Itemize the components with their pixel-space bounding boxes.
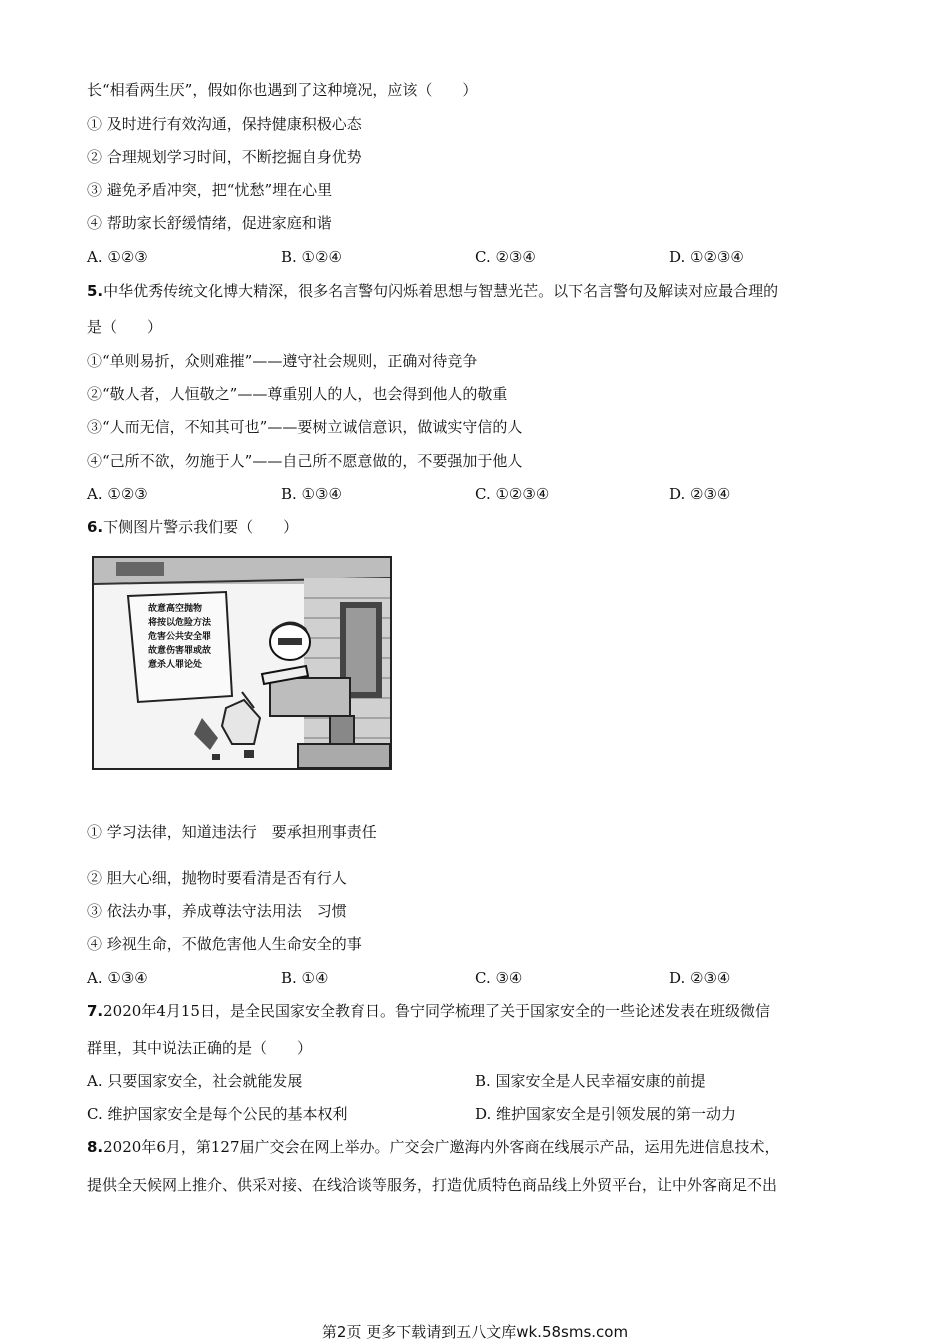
- q4-stem-continuation: 长“相看两生厌”，假如你也遇到了这种境况，应该（ ）: [87, 81, 478, 99]
- sign-line: 将按以危险方法: [148, 618, 212, 628]
- q8-number: 8.: [87, 1138, 104, 1156]
- q5-stem: [87, 281, 778, 301]
- q4-option-c: C. ②③④: [475, 248, 536, 266]
- q7-option-a: A. 只要国家安全，社会就能发展: [87, 1072, 303, 1090]
- q4-item-3: ③ 避免矛盾冲突，把“忧愁”埋在心里: [87, 181, 333, 199]
- q6-stem: [87, 517, 298, 537]
- q6-option-c: C. ③④: [475, 969, 523, 987]
- q5-stem-text: 中华优秀传统文化博大精深，很多名言警句闪烁着思想与智慧光芒。以下名言警句及解读对应最合理的: [103, 282, 779, 300]
- q5-item-3: ③“人而无信，不知其可也”——要树立诚信意识，做诚实守信的人: [87, 418, 523, 436]
- q5-item-4: ④“己所不欲，勿施于人”——自己所不愿意做的，不要强加于他人: [87, 452, 523, 470]
- q4-item-4: ④ 帮助家长舒缓情绪，促进家庭和谐: [87, 214, 332, 232]
- q6-option-b: B. ①④: [281, 969, 329, 987]
- q6-option-d: D. ②③④: [669, 969, 731, 987]
- cartoon-sign-text: [148, 602, 222, 672]
- q8-stem-line2: 提供全天候网上推介、供采对接、在线洽谈等服务，打造优质特色商品线上外贸平台，让中外客商足不出: [87, 1176, 778, 1194]
- q7-stem: [87, 1001, 770, 1021]
- q7-stem-line2: 群里，其中说法正确的是（ ）: [87, 1039, 313, 1057]
- q4-item-1: ① 及时进行有效沟通，保持健康积极心态: [87, 115, 362, 133]
- cartoon-drawing: [94, 558, 390, 768]
- q6-stem-text: 下侧图片警示我们要（ ）: [103, 518, 299, 536]
- q7-option-c: C. 维护国家安全是每个公民的基本权利: [87, 1105, 348, 1123]
- q6-item-1: ① 学习法律，知道违法行 要承担刑事责任: [87, 823, 377, 841]
- page-footer: 第2页 更多下载请到五八文库wk.58sms.com: [321, 1323, 629, 1341]
- q5-item-2: ②“敬人者，人恒敬之”——尊重别人的人，也会得到他人的敬重: [87, 385, 508, 403]
- q6-option-a: A. ①③④: [87, 969, 148, 987]
- q5-number: 5.: [87, 282, 104, 300]
- q4-item-2: ② 合理规划学习时间，不断挖掘自身优势: [87, 148, 362, 166]
- q5-option-d: D. ②③④: [669, 485, 731, 503]
- q7-option-d: D. 维护国家安全是引领发展的第一动力: [475, 1105, 737, 1123]
- sign-line: 意杀人罪论处: [148, 660, 203, 670]
- cartoon-illustration: [92, 556, 392, 770]
- q5-item-1: ①“单则易折，众则难摧”——遵守社会规则，正确对待竞争: [87, 352, 478, 370]
- sign-line: 故意高空抛物: [148, 604, 203, 614]
- q5-option-c: C. ①②③④: [475, 485, 550, 503]
- q6-number: 6.: [87, 518, 104, 536]
- q4-option-a: A. ①②③: [87, 248, 148, 266]
- q7-stem-text: 2020年4月15日，是全民国家安全教育日。鲁宁同学梳理了关于国家安全的一些论述发表在班级微信: [103, 1002, 770, 1020]
- q7-number: 7.: [87, 1002, 104, 1020]
- q5-option-a: A. ①②③: [87, 485, 148, 503]
- q6-item-3: ③ 依法办事，养成尊法守法用法 习惯: [87, 902, 347, 920]
- q8-stem-text: 2020年6月，第127届广交会在网上举办。广交会广邀海内外客商在线展示产品，运用先进信息技术，: [103, 1138, 780, 1156]
- q7-option-b: B. 国家安全是人民幸福安康的前提: [475, 1072, 706, 1090]
- sign-line: 危害公共安全罪: [148, 632, 212, 642]
- q5-option-b: B. ①③④: [281, 485, 342, 503]
- q4-option-b: B. ①②④: [281, 248, 342, 266]
- q8-stem: [87, 1137, 780, 1157]
- q6-item-4: ④ 珍视生命，不做危害他人生命安全的事: [87, 935, 362, 953]
- sign-line: 故意伤害罪或故: [148, 646, 212, 656]
- q6-item-2: ② 胆大心细，抛物时要看清是否有行人: [87, 869, 347, 887]
- q5-stem-line2: 是（ ）: [87, 318, 163, 336]
- q4-option-d: D. ①②③④: [669, 248, 744, 266]
